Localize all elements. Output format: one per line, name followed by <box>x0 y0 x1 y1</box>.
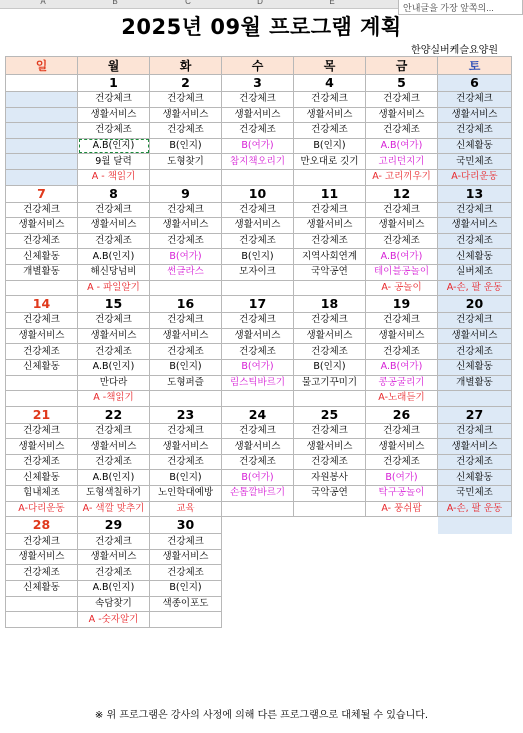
schedule-cell[interactable]: 만오대로 깃기 <box>294 154 366 170</box>
schedule-cell[interactable] <box>438 596 512 612</box>
schedule-cell[interactable]: 건강체크 <box>366 92 438 108</box>
schedule-cell[interactable]: A- 풍쉬팝 <box>366 501 438 517</box>
schedule-cell[interactable]: 건강체조 <box>294 344 366 360</box>
day-number[interactable]: 11 <box>294 185 366 202</box>
schedule-cell[interactable]: 교육 <box>150 501 222 517</box>
schedule-cell[interactable]: 건강체조 <box>150 123 222 139</box>
schedule-cell[interactable]: B(인지) <box>150 138 222 154</box>
schedule-cell[interactable]: 모자이크 <box>222 264 294 280</box>
schedule-cell[interactable]: 건강체크 <box>222 423 294 439</box>
schedule-cell[interactable]: 건강체크 <box>294 423 366 439</box>
schedule-cell[interactable]: 건강체크 <box>6 313 78 329</box>
schedule-cell[interactable]: 건강체크 <box>366 202 438 218</box>
day-number[interactable]: 21 <box>6 406 78 423</box>
schedule-cell[interactable]: 도형찾기 <box>150 154 222 170</box>
schedule-cell[interactable] <box>222 549 294 565</box>
schedule-cell[interactable]: 건강체조 <box>150 565 222 581</box>
schedule-cell[interactable] <box>222 534 294 550</box>
schedule-cell[interactable]: 9월 달력 <box>78 154 150 170</box>
schedule-cell[interactable]: 생활서비스 <box>366 328 438 344</box>
weekday-header[interactable]: 금 <box>366 57 438 75</box>
day-number[interactable] <box>294 517 366 534</box>
schedule-cell[interactable] <box>366 596 438 612</box>
schedule-cell[interactable]: 건강체크 <box>6 534 78 550</box>
schedule-cell[interactable]: 신체활동 <box>438 470 512 486</box>
schedule-cell[interactable]: 테이블공놀이 <box>366 264 438 280</box>
schedule-cell[interactable] <box>438 565 512 581</box>
schedule-cell[interactable]: 국민체조 <box>438 486 512 502</box>
column-letter[interactable]: B <box>112 0 118 6</box>
schedule-cell[interactable]: 손톱깔바르기 <box>222 486 294 502</box>
schedule-cell[interactable]: 건강체크 <box>150 534 222 550</box>
day-number[interactable]: 6 <box>438 75 512 92</box>
schedule-cell[interactable]: 건강체조 <box>222 454 294 470</box>
schedule-cell[interactable] <box>150 280 222 296</box>
schedule-cell[interactable]: 자원봉사 <box>294 470 366 486</box>
schedule-cell[interactable]: 탁구공놀이 <box>366 486 438 502</box>
schedule-cell[interactable]: 건강체크 <box>150 202 222 218</box>
schedule-cell[interactable]: 건강체크 <box>438 92 512 108</box>
schedule-cell[interactable]: 신체활동 <box>438 359 512 375</box>
schedule-cell[interactable] <box>294 596 366 612</box>
schedule-cell[interactable] <box>366 612 438 628</box>
schedule-cell[interactable]: A.B(인지) <box>78 359 150 375</box>
schedule-cell[interactable] <box>438 549 512 565</box>
schedule-cell[interactable]: 건강체크 <box>294 202 366 218</box>
schedule-cell[interactable]: 도형색칠하기 <box>78 486 150 502</box>
schedule-cell[interactable]: 건강체조 <box>294 454 366 470</box>
schedule-cell[interactable] <box>6 375 78 391</box>
schedule-cell[interactable]: 건강체크 <box>78 313 150 329</box>
schedule-cell[interactable]: 생활서비스 <box>150 549 222 565</box>
schedule-cell[interactable]: 건강체조 <box>78 565 150 581</box>
schedule-cell[interactable]: A.B(여가) <box>366 249 438 265</box>
day-number[interactable]: 13 <box>438 185 512 202</box>
schedule-cell[interactable]: A.B(인지) <box>78 470 150 486</box>
schedule-cell[interactable] <box>150 612 222 628</box>
schedule-cell[interactable]: 물고기꾸미기 <box>294 375 366 391</box>
schedule-cell[interactable] <box>438 581 512 597</box>
schedule-cell[interactable]: 생활서비스 <box>366 107 438 123</box>
schedule-cell[interactable] <box>366 534 438 550</box>
schedule-cell[interactable]: 건강체조 <box>438 344 512 360</box>
schedule-cell[interactable] <box>294 391 366 407</box>
schedule-cell[interactable]: 생활서비스 <box>6 218 78 234</box>
schedule-cell[interactable]: 노인학대예방 <box>150 486 222 502</box>
schedule-cell[interactable] <box>222 565 294 581</box>
schedule-cell[interactable] <box>222 612 294 628</box>
schedule-cell[interactable]: 건강체크 <box>366 313 438 329</box>
schedule-cell[interactable]: 실버체조 <box>438 264 512 280</box>
day-number[interactable]: 1 <box>78 75 150 92</box>
schedule-cell[interactable]: A.B(여가) <box>366 138 438 154</box>
schedule-cell[interactable]: 건강체크 <box>78 534 150 550</box>
schedule-cell[interactable]: 건강체크 <box>438 423 512 439</box>
day-number[interactable]: 19 <box>366 296 438 313</box>
day-number[interactable]: 27 <box>438 406 512 423</box>
schedule-cell[interactable]: 지역사회연계 <box>294 249 366 265</box>
schedule-cell[interactable]: 생활서비스 <box>6 439 78 455</box>
schedule-cell[interactable]: 생활서비스 <box>78 439 150 455</box>
schedule-cell[interactable]: 건강체조 <box>366 123 438 139</box>
schedule-cell[interactable]: 생활서비스 <box>78 549 150 565</box>
schedule-cell[interactable] <box>222 280 294 296</box>
schedule-cell[interactable] <box>294 549 366 565</box>
schedule-cell[interactable]: 건강체조 <box>6 454 78 470</box>
schedule-cell[interactable]: 생활서비스 <box>150 328 222 344</box>
schedule-cell[interactable]: 건강체크 <box>222 92 294 108</box>
day-number[interactable]: 10 <box>222 185 294 202</box>
day-number[interactable]: 20 <box>438 296 512 313</box>
schedule-cell[interactable]: 건강체조 <box>6 344 78 360</box>
schedule-cell[interactable] <box>366 565 438 581</box>
schedule-cell[interactable]: 개별활동 <box>438 375 512 391</box>
schedule-cell[interactable]: A- 색깔 맞추기 <box>78 501 150 517</box>
day-number[interactable]: 30 <box>150 517 222 534</box>
tooltip: 안내글을 가장 앞쪽의... <box>398 0 523 15</box>
schedule-cell[interactable]: 속담찾기 <box>78 596 150 612</box>
schedule-cell[interactable]: 건강체크 <box>150 92 222 108</box>
day-number[interactable]: 29 <box>78 517 150 534</box>
organization-name: 한양실버케슬요양원 <box>411 45 498 56</box>
schedule-cell[interactable]: 생활서비스 <box>78 218 150 234</box>
schedule-cell[interactable]: 건강체조 <box>222 233 294 249</box>
schedule-cell[interactable] <box>294 169 366 185</box>
schedule-cell[interactable]: 신체활동 <box>6 249 78 265</box>
schedule-cell[interactable]: 건강체조 <box>294 233 366 249</box>
schedule-cell[interactable]: 생활서비스 <box>294 328 366 344</box>
schedule-cell[interactable]: 건강체크 <box>222 313 294 329</box>
schedule-cell[interactable]: 건강체크 <box>366 423 438 439</box>
day-number[interactable]: 25 <box>294 406 366 423</box>
schedule-cell[interactable]: A- 고리끼우기 <box>366 169 438 185</box>
schedule-cell[interactable] <box>366 581 438 597</box>
schedule-cell[interactable]: B(여가) <box>150 249 222 265</box>
schedule-cell[interactable]: 건강체조 <box>438 123 512 139</box>
day-number[interactable]: 3 <box>222 75 294 92</box>
schedule-cell[interactable]: B(인지) <box>294 138 366 154</box>
schedule-cell[interactable]: 건강체조 <box>438 454 512 470</box>
schedule-cell[interactable] <box>6 391 78 407</box>
schedule-cell[interactable]: 생활서비스 <box>294 218 366 234</box>
schedule-cell[interactable]: 생활서비스 <box>78 107 150 123</box>
schedule-cell[interactable] <box>222 391 294 407</box>
schedule-cell[interactable] <box>294 565 366 581</box>
schedule-cell[interactable] <box>294 501 366 517</box>
schedule-cell[interactable]: 건강체조 <box>78 233 150 249</box>
schedule-cell[interactable] <box>222 596 294 612</box>
schedule-cell[interactable]: A -숫자알기 <box>78 612 150 628</box>
schedule-cell[interactable]: 건강체크 <box>78 202 150 218</box>
schedule-cell[interactable]: 썬글라스 <box>150 264 222 280</box>
day-number[interactable] <box>438 517 512 534</box>
schedule-cell[interactable] <box>222 169 294 185</box>
schedule-cell[interactable]: 생활서비스 <box>294 439 366 455</box>
schedule-cell[interactable]: 생활서비스 <box>438 107 512 123</box>
day-number[interactable]: 2 <box>150 75 222 92</box>
schedule-cell[interactable]: 해신당넘비 <box>78 264 150 280</box>
schedule-cell[interactable]: 색종이포도 <box>150 596 222 612</box>
schedule-cell[interactable]: 건강체조 <box>78 454 150 470</box>
day-number[interactable]: 23 <box>150 406 222 423</box>
schedule-cell[interactable]: B(인지) <box>150 581 222 597</box>
schedule-cell[interactable]: 건강체조 <box>366 233 438 249</box>
schedule-cell[interactable]: 건강체크 <box>6 202 78 218</box>
schedule-cell[interactable]: 생활서비스 <box>294 107 366 123</box>
day-number[interactable]: 4 <box>294 75 366 92</box>
column-letter[interactable]: C <box>185 0 191 6</box>
schedule-cell[interactable] <box>150 391 222 407</box>
schedule-cell[interactable]: 생활서비스 <box>366 218 438 234</box>
schedule-cell[interactable]: 건강체크 <box>294 313 366 329</box>
day-number[interactable]: 18 <box>294 296 366 313</box>
schedule-cell[interactable]: 신체활동 <box>6 581 78 597</box>
schedule-cell[interactable]: 도형퍼즐 <box>150 375 222 391</box>
schedule-cell[interactable]: 신체활동 <box>6 359 78 375</box>
schedule-cell[interactable]: 생활서비스 <box>222 439 294 455</box>
day-number[interactable]: 8 <box>78 185 150 202</box>
schedule-cell[interactable]: 생활서비스 <box>150 218 222 234</box>
schedule-cell[interactable]: 생활서비스 <box>438 439 512 455</box>
day-number[interactable]: 12 <box>366 185 438 202</box>
schedule-cell[interactable] <box>294 534 366 550</box>
schedule-cell[interactable]: 신체활동 <box>438 138 512 154</box>
day-number[interactable]: 16 <box>150 296 222 313</box>
schedule-cell[interactable]: A-손, 팔 운동 <box>438 280 512 296</box>
schedule-cell[interactable]: 생활서비스 <box>150 107 222 123</box>
page-title: 2025년 09월 프로그램 계획 <box>121 15 402 39</box>
weekday-header[interactable]: 월 <box>78 57 150 75</box>
schedule-cell[interactable]: B(여가) <box>222 138 294 154</box>
schedule-cell[interactable]: 건강체크 <box>78 92 150 108</box>
schedule-cell[interactable]: 건강체크 <box>438 202 512 218</box>
schedule-cell[interactable]: A- 공놀이 <box>366 280 438 296</box>
schedule-cell[interactable]: 생활서비스 <box>438 328 512 344</box>
schedule-cell[interactable] <box>6 107 78 123</box>
schedule-cell[interactable]: 건강체크 <box>6 423 78 439</box>
schedule-cell[interactable]: 건강체크 <box>438 313 512 329</box>
schedule-cell[interactable]: B(인지) <box>150 470 222 486</box>
column-letter[interactable]: A <box>40 0 46 6</box>
schedule-cell[interactable]: B(인지) <box>150 359 222 375</box>
schedule-cell[interactable] <box>366 549 438 565</box>
schedule-cell[interactable] <box>150 169 222 185</box>
schedule-cell[interactable]: B(여가) <box>222 470 294 486</box>
calendar-table <box>5 56 512 628</box>
schedule-cell[interactable] <box>6 612 78 628</box>
schedule-cell[interactable] <box>438 534 512 550</box>
schedule-cell[interactable]: 만다라 <box>78 375 150 391</box>
column-letter[interactable]: E <box>329 0 335 6</box>
schedule-cell[interactable]: 개별활동 <box>6 264 78 280</box>
schedule-cell[interactable]: 건강체크 <box>78 423 150 439</box>
schedule-cell[interactable]: 생활서비스 <box>6 328 78 344</box>
schedule-cell[interactable]: 건강체조 <box>150 454 222 470</box>
schedule-cell[interactable]: 건강체크 <box>222 202 294 218</box>
schedule-cell[interactable]: 참지책오리기 <box>222 154 294 170</box>
schedule-cell[interactable]: A - 파일알기 <box>78 280 150 296</box>
schedule-cell[interactable]: B(인지) <box>222 249 294 265</box>
schedule-cell[interactable]: 건강체조 <box>438 233 512 249</box>
schedule-cell[interactable]: 콩공굴리기 <box>366 375 438 391</box>
schedule-cell[interactable]: 건강체조 <box>222 344 294 360</box>
schedule-cell[interactable]: 림스틱바르기 <box>222 375 294 391</box>
schedule-cell[interactable]: B(인지) <box>294 359 366 375</box>
day-number[interactable] <box>366 517 438 534</box>
schedule-cell[interactable] <box>6 138 78 154</box>
schedule-cell[interactable]: 건강체조 <box>6 233 78 249</box>
schedule-cell[interactable]: 건강체조 <box>78 344 150 360</box>
schedule-cell[interactable]: A-노래듣기 <box>366 391 438 407</box>
day-number[interactable]: 7 <box>6 185 78 202</box>
schedule-cell[interactable]: 건강체조 <box>150 344 222 360</box>
schedule-cell[interactable]: A.B(여가) <box>366 359 438 375</box>
day-number[interactable]: 17 <box>222 296 294 313</box>
weekday-header[interactable]: 목 <box>294 57 366 75</box>
schedule-cell[interactable]: 생활서비스 <box>78 328 150 344</box>
schedule-cell[interactable] <box>222 501 294 517</box>
schedule-cell[interactable]: A.B(인지) <box>78 138 150 154</box>
schedule-cell[interactable] <box>438 612 512 628</box>
day-number[interactable]: 5 <box>366 75 438 92</box>
schedule-cell[interactable]: 건강체조 <box>150 233 222 249</box>
schedule-cell[interactable]: 건강체조 <box>222 123 294 139</box>
schedule-cell[interactable] <box>6 123 78 139</box>
schedule-cell[interactable] <box>6 596 78 612</box>
schedule-cell[interactable]: 건강체크 <box>150 423 222 439</box>
schedule-cell[interactable]: A-손, 팔 운동 <box>438 501 512 517</box>
day-number[interactable]: 14 <box>6 296 78 313</box>
schedule-cell[interactable]: 국민체조 <box>438 154 512 170</box>
footnote: ※ 위 프로그램은 강사의 사정에 의해 다른 프로그램으로 대체될 수 있습니다. <box>94 710 429 721</box>
schedule-cell[interactable]: A.B(인지) <box>78 581 150 597</box>
schedule-cell[interactable]: A -책읽기 <box>78 391 150 407</box>
schedule-cell[interactable]: 생활서비스 <box>222 328 294 344</box>
weekday-header[interactable]: 토 <box>438 57 512 75</box>
schedule-cell[interactable]: 국악공연 <box>294 264 366 280</box>
schedule-cell[interactable]: A-다리운동 <box>438 169 512 185</box>
column-letter[interactable]: D <box>257 0 263 6</box>
day-number[interactable]: 26 <box>366 406 438 423</box>
day-number[interactable]: 22 <box>78 406 150 423</box>
weekday-header[interactable]: 화 <box>150 57 222 75</box>
day-number[interactable]: 15 <box>78 296 150 313</box>
schedule-cell[interactable]: 건강체조 <box>78 123 150 139</box>
schedule-cell[interactable]: 신체활동 <box>6 470 78 486</box>
schedule-cell[interactable] <box>222 581 294 597</box>
schedule-cell[interactable]: A - 책읽기 <box>78 169 150 185</box>
schedule-cell[interactable]: B(여가) <box>366 470 438 486</box>
schedule-cell[interactable] <box>294 581 366 597</box>
schedule-cell[interactable]: 건강체조 <box>366 344 438 360</box>
schedule-cell[interactable] <box>6 169 78 185</box>
weekday-header[interactable]: 수 <box>222 57 294 75</box>
schedule-cell[interactable] <box>294 280 366 296</box>
schedule-cell[interactable]: 건강체조 <box>6 565 78 581</box>
schedule-cell[interactable]: 고리던지기 <box>366 154 438 170</box>
schedule-cell[interactable]: 생활서비스 <box>438 218 512 234</box>
schedule-cell[interactable] <box>438 391 512 407</box>
schedule-cell[interactable]: A.B(인지) <box>78 249 150 265</box>
schedule-cell[interactable]: 생활서비스 <box>222 218 294 234</box>
schedule-cell[interactable]: 국악공연 <box>294 486 366 502</box>
day-number[interactable]: 28 <box>6 517 78 534</box>
schedule-cell[interactable]: 건강체크 <box>294 92 366 108</box>
schedule-cell[interactable]: 생활서비스 <box>6 549 78 565</box>
schedule-cell[interactable]: 신체활동 <box>438 249 512 265</box>
schedule-cell[interactable]: 생활서비스 <box>222 107 294 123</box>
schedule-cell[interactable]: B(여가) <box>222 359 294 375</box>
day-number[interactable] <box>6 75 78 92</box>
schedule-cell[interactable] <box>294 612 366 628</box>
schedule-cell[interactable]: 건강체조 <box>294 123 366 139</box>
schedule-cell[interactable]: 힘내체조 <box>6 486 78 502</box>
schedule-cell[interactable] <box>6 280 78 296</box>
schedule-cell[interactable]: 생활서비스 <box>366 439 438 455</box>
schedule-cell[interactable]: 건강체크 <box>150 313 222 329</box>
schedule-cell[interactable]: A-다리운동 <box>6 501 78 517</box>
schedule-cell[interactable]: 생활서비스 <box>150 439 222 455</box>
schedule-cell[interactable] <box>6 154 78 170</box>
weekday-header[interactable]: 일 <box>6 57 78 75</box>
schedule-cell[interactable] <box>6 92 78 108</box>
day-number[interactable] <box>222 517 294 534</box>
schedule-cell[interactable]: 건강체조 <box>366 454 438 470</box>
day-number[interactable]: 9 <box>150 185 222 202</box>
day-number[interactable]: 24 <box>222 406 294 423</box>
